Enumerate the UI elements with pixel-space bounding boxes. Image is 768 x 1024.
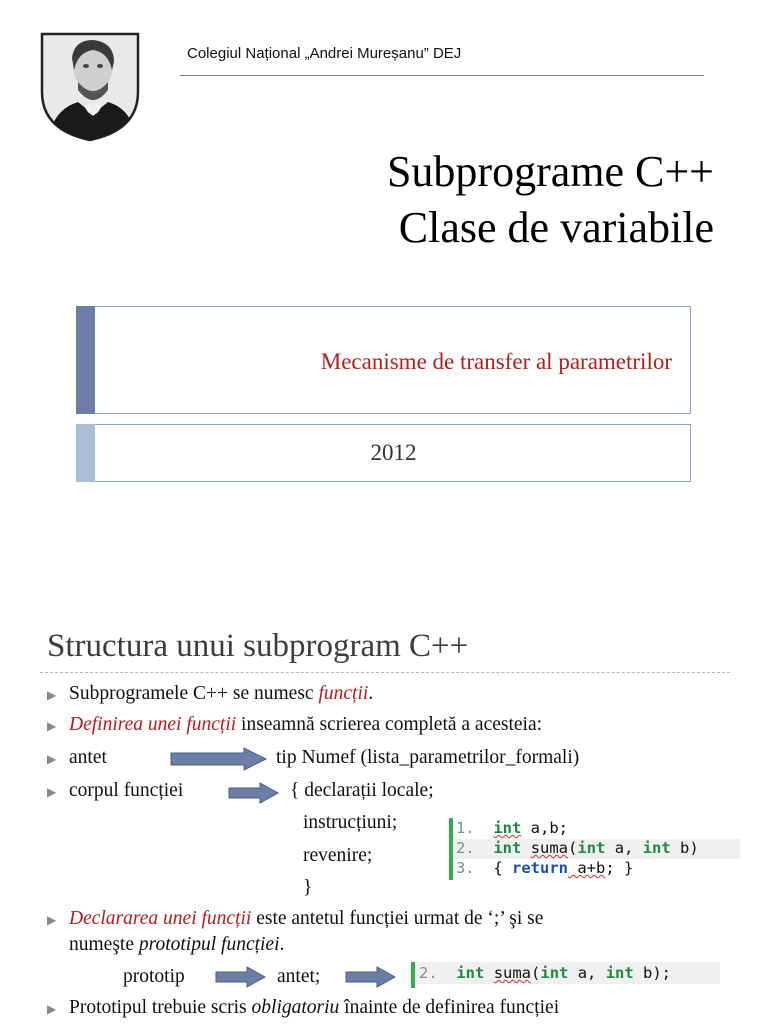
bullet-emphasis: obligatoriu xyxy=(251,997,340,1018)
code-keyword: int xyxy=(605,964,634,982)
arrow-right-icon xyxy=(345,966,397,988)
code-text: b); xyxy=(633,964,672,982)
slide-subtitle: Mecanisme de transfer al parametrilor xyxy=(320,349,672,374)
bullet-marker: ▶ xyxy=(47,719,57,733)
code-keyword: int xyxy=(642,839,671,857)
bullet-marker: ▶ xyxy=(47,752,57,766)
bullet-definition xyxy=(69,714,542,736)
arrow-right-icon xyxy=(215,966,267,988)
code-text: a+b xyxy=(568,859,606,877)
bullet-header-label: antet xyxy=(69,747,107,768)
line-number: 1. xyxy=(456,819,475,837)
code-keyword: int xyxy=(493,819,522,837)
slide-title-line-2: Clase de variabile xyxy=(398,203,714,252)
bullet-functions xyxy=(69,683,373,705)
body-line-declarations: { declarații locale; xyxy=(290,780,434,801)
line-number: 3. xyxy=(456,859,475,877)
body-line-close: } xyxy=(303,877,313,898)
bullet-text: Prototipul trebuie scris xyxy=(69,997,252,1018)
prototype-value: antet; xyxy=(277,966,321,987)
header-syntax: tip Numef (lista_parametrilor_formali) xyxy=(276,747,580,768)
year-label: 2012 xyxy=(370,440,417,465)
bullet-emphasis: funcții xyxy=(318,683,369,704)
code-keyword: int xyxy=(456,964,485,982)
bullet-marker: ▶ xyxy=(47,1002,57,1016)
code-line xyxy=(456,858,699,878)
line-number: 2. xyxy=(419,964,438,982)
bullet-marker: ▶ xyxy=(47,785,57,799)
bullet-declaration xyxy=(69,908,543,930)
bullet-text: înainte de definirea funcției xyxy=(339,997,560,1018)
bullet-marker: ▶ xyxy=(47,913,57,927)
bullet-body-label: corpul funcției xyxy=(69,780,184,801)
section-title: Structura unui subprogram C++ xyxy=(47,628,469,664)
header-divider xyxy=(180,75,704,76)
code-text: ( xyxy=(568,839,578,857)
bullet-text: . xyxy=(279,934,285,955)
code-text: suma xyxy=(530,839,569,857)
school-logo xyxy=(38,30,142,142)
code-text: b) xyxy=(670,839,699,857)
code-block-prototype xyxy=(419,963,671,983)
subtitle-box-accent xyxy=(76,306,95,414)
code-keyword: int xyxy=(493,839,522,857)
portrait-crest-icon xyxy=(38,30,142,142)
bullet-text: numeşte xyxy=(69,934,139,955)
code-line xyxy=(456,838,699,858)
bullet-text: Subprogramele C++ se numesc xyxy=(69,683,319,704)
code-keyword: int xyxy=(540,964,569,982)
code-text: ( xyxy=(531,964,541,982)
code-keyword: int xyxy=(577,839,606,857)
arrow-right-icon xyxy=(228,782,280,804)
slide-title-line-1: Subprograme C++ xyxy=(386,147,714,196)
bullet-emphasis: prototipul funcției xyxy=(138,934,280,955)
code-text: a, xyxy=(605,839,643,857)
bullet-text: inseamnă scrierea completă a acesteia: xyxy=(236,714,543,735)
body-line-instructions: instrucțiuni; xyxy=(303,812,398,833)
bullet-marker: ▶ xyxy=(47,688,57,702)
line-number: 2. xyxy=(456,839,475,857)
bullet-prototype-rule xyxy=(69,997,559,1019)
bullet-text: . xyxy=(368,683,374,704)
bullet-declaration-cont xyxy=(69,934,284,956)
code-block-definition xyxy=(456,818,699,878)
school-name: Colegiul Național „Andrei Mureșanu” DEJ xyxy=(187,45,462,62)
bullet-text: este antetul funcției urmat de ‘;’ şi se xyxy=(251,908,544,929)
prototype-label: prototip xyxy=(123,966,185,987)
code-text: a,b; xyxy=(521,819,569,837)
code-text: suma xyxy=(493,964,532,982)
arrow-right-icon xyxy=(170,747,268,771)
section-divider xyxy=(40,672,730,673)
year-box-accent xyxy=(76,424,95,482)
body-line-return: revenire; xyxy=(303,845,373,866)
bullet-emphasis: Declararea unei funcții xyxy=(69,908,252,929)
code-keyword: return xyxy=(512,859,569,877)
bullet-emphasis: Definirea unei funcții xyxy=(69,714,237,735)
code-text: { xyxy=(493,859,513,877)
code-line xyxy=(456,818,699,838)
code-text: a, xyxy=(568,964,606,982)
code-text: ; } xyxy=(605,859,634,877)
